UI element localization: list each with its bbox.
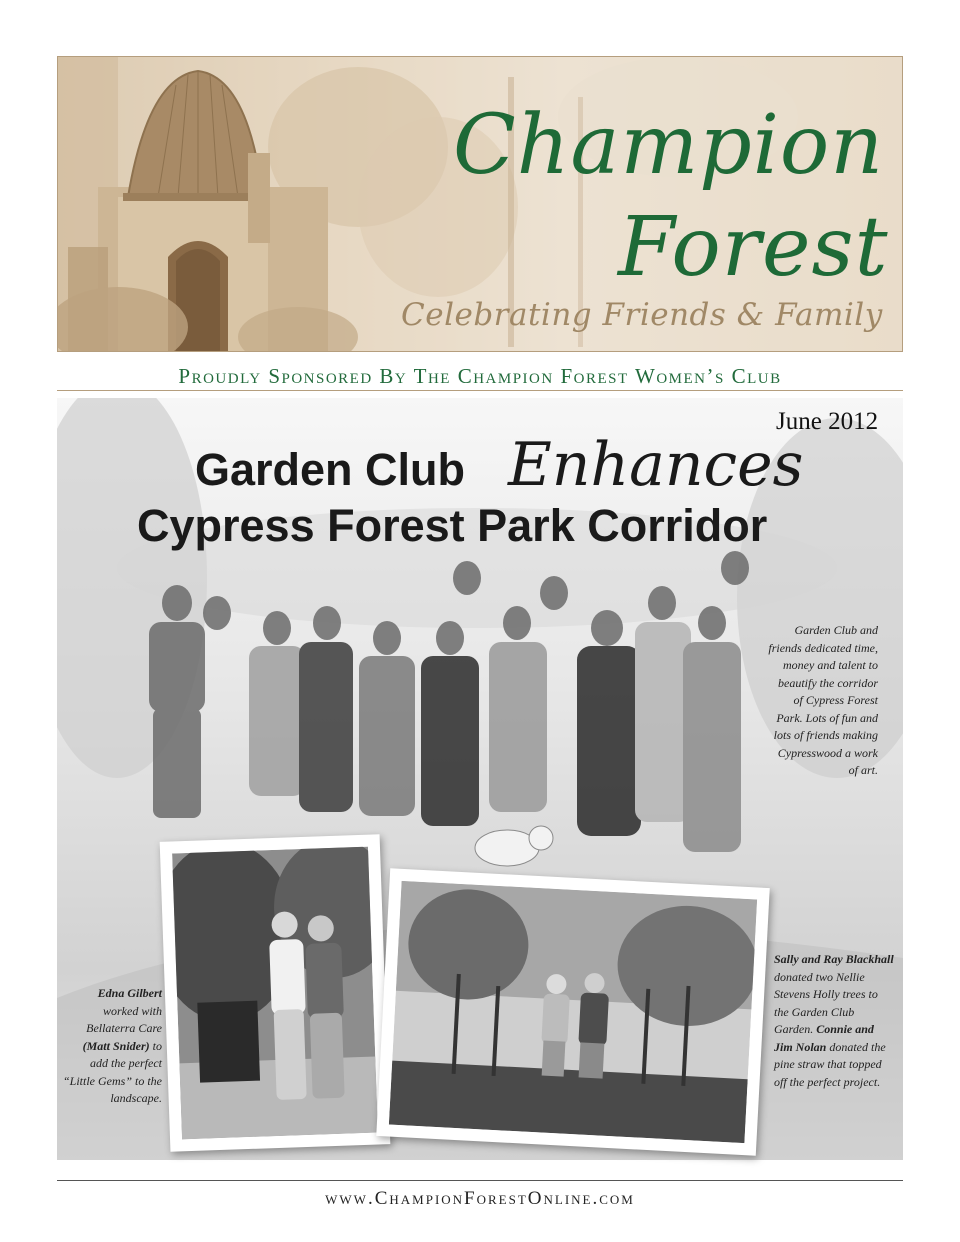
caption-left-name2: (Matt Snider) xyxy=(82,1038,150,1053)
photo-blackhall-trees xyxy=(376,868,770,1156)
caption-blackhall-nolan xyxy=(774,951,894,1091)
masthead-tagline: Celebrating Friends & Family xyxy=(401,297,883,333)
headline-line2: Cypress Forest Park Corridor xyxy=(137,500,768,551)
caption-right-names2: Connie and Jim Nolan xyxy=(774,1022,874,1054)
photo-edna-gilbert xyxy=(160,834,391,1151)
caption-right-text2: donated the pine straw that topped off the perfect project. xyxy=(774,1039,886,1089)
masthead-title-forest: Forest xyxy=(618,200,889,295)
headline-script-word: Enhances xyxy=(508,430,804,500)
footer-website-link[interactable]: www.ChampionForestOnline.com xyxy=(325,1188,635,1209)
photo-edna-gilbert-illustration xyxy=(172,847,378,1140)
header-divider xyxy=(57,390,903,391)
caption-right-text1: donated two Nellie Stevens Holly trees to the Garden Club Garden. xyxy=(774,969,878,1036)
caption-left-name: Edna Gilbert xyxy=(97,986,162,1000)
headline-part1: Garden Club xyxy=(195,444,466,495)
issue-date: June 2012 xyxy=(776,408,879,435)
sponsor-line: Proudly Sponsored By The Champion Forest Women’s Club xyxy=(178,364,782,388)
caption-right-names1: Sally and Ray Blackhall xyxy=(774,952,894,966)
caption-edna-gilbert xyxy=(62,985,162,1108)
masthead-banner xyxy=(57,56,903,352)
caption-left-text1: worked with Bellaterra Care xyxy=(86,1003,162,1035)
masthead-title-champion: Champion xyxy=(453,98,885,193)
caption-main-photo: Garden Club and friends dedicated time, money and talent to beautify the corridor of Cypress Forest Park. Lots of fun and lots of friends making Cypresswood a work of art. xyxy=(768,623,878,777)
footer-divider xyxy=(57,1180,903,1181)
caption-left-text2: to add the perfect “Little Gems” to the landscape. xyxy=(62,1038,162,1105)
photo-blackhall-trees-illustration xyxy=(389,881,757,1143)
